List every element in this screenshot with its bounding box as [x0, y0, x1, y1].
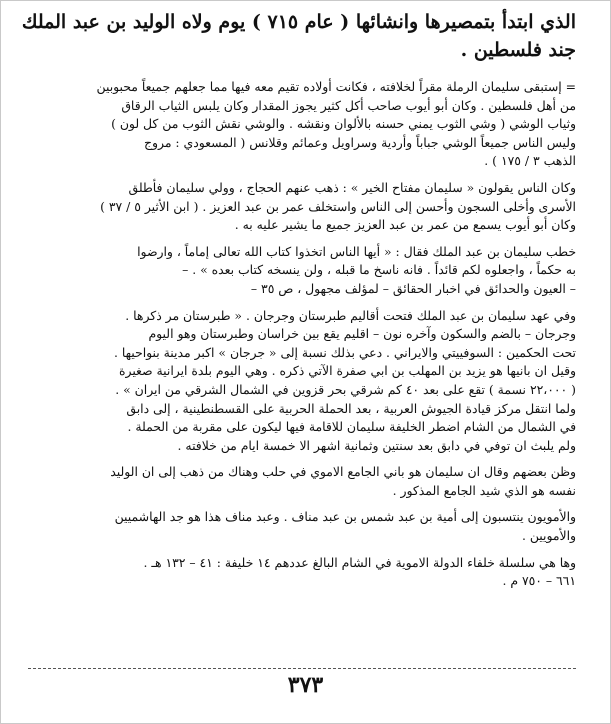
text-line: وفي عهد سليمان بن عبد الملك فتحت أقاليم طبرستان وجرجان . « طبرستان مر ذكرها .: [125, 307, 576, 323]
text-line: ٦٦١ – ٧٥٠ م .: [502, 573, 576, 589]
heading-line: جند فلسطين .: [460, 39, 576, 61]
text-line: – العيون والحدائق في اخبار الحقائق – لمؤلف مجهول ، ص ٣٥ –: [250, 280, 576, 296]
paragraph-khutba: [28, 243, 576, 299]
text-line: الأسرى وأخلى السجون وأحسن إلى الناس واستخلف عمر بن عبد العزيز . ( ابن الأثير ٥ / ٣٧ ): [100, 198, 576, 214]
text-line: به حكماً ، واجعلوه لكم قائداً . فانه ناسخ ما قبله ، ولن ينسخه كتاب بعده » . –: [182, 262, 576, 278]
text-line: ولما انتقل مركز قيادة الجيوش العربية ، بعد الحملة الحربية على القسطنطينية ، إلى دابق: [126, 400, 576, 416]
text-line: وظن بعضهم وقال ان سليمان هو باني الجامع الاموي في حلب وهناك من ذهب إلى ان الوليد: [110, 464, 576, 480]
paragraph-rashid: [28, 78, 576, 171]
text-line: خطب سليمان بن عبد الملك فقال : « أيها الناس اتخذوا كتاب الله تعالى إماماً ، وارضوا: [137, 243, 576, 259]
text-line: وكان الناس يقولون « سليمان مفتاح الخير » : ذهب عنهم الحجاج ، وولي سليمان فأطلق: [128, 179, 576, 195]
paragraph-caliphs: [28, 554, 576, 591]
document-page: [21, 8, 576, 594]
text-line: والأمويين .: [521, 528, 576, 544]
text-line: ولم يلبث ان توفي في دابق بعد سنتين وثمانية اشهر الا خمسة ايام من خلافته .: [177, 437, 576, 453]
page-heading: [21, 8, 576, 64]
page-number: ٣٧٣: [287, 672, 324, 698]
text-line: نفسه هو الذي شيد الجامع المذكور .: [392, 482, 576, 498]
text-line: في الشمال من الشام اضطر الخليفة سليمان للاقامة فيها ليكون على مقربة من الحملة .: [127, 419, 576, 435]
text-line: وكان أبو أيوب يسمع من عمر بن عبد العزيز جميع ما يشير عليه به .: [234, 217, 576, 233]
text-line: تحت الحكمين : السوفييتي والايراني . دعي بذلك نسبة إلى « جرجان » اكبر مدينة بنواحيها .: [113, 344, 576, 360]
text-line: ( ٢٢،٠٠٠ نسمة ) تقع على بعد ٤٠ كم شرقي بحر قزوين في الشمال الشرقي من ايران » .: [115, 381, 576, 397]
text-line: وقيل ان بانيها هو يزيد بن المهلب بن ابي صفرة الآتي ذكره . وهي اليوم بلدة ايرانية صغيرة: [118, 363, 576, 379]
text-line: وليس الناس جميعاً الوشي جباباً وأردية وسراويل وعمائم وقلانس ( المسعودي : مروج: [144, 134, 576, 150]
paragraph-umayyads: [28, 508, 576, 545]
footer-divider: [28, 668, 576, 670]
text-line: وثياب الوشي ( وشي الثوب يمني حسنه بالألوان ونقشه . والوشي نقش الثوب من كل لون ): [111, 116, 576, 132]
text-line: = إستبقى سليمان الرملة مقراً لخلافته ، فكانت أولاده تقيم معه فيها مما جعلهم جميعاً محبوبين: [96, 79, 576, 94]
paragraph-mosque: [28, 463, 576, 500]
text-line: من أهل فلسطين . وكان أبو أيوب صاحب أكل كثير يجوز المقدار وكان يلبس الثياب الرقاق: [121, 97, 576, 113]
text-line: وجرجان – بالضم والسكون وآخره نون – اقليم يقع بين خراسان وطبرستان وهو اليوم: [148, 326, 576, 342]
text-line: وها هي سلسلة خلفاء الدولة الاموية في الشام البالغ عددهم ١٤ خليفة : ٤١ – ١٣٢ هـ .: [143, 554, 576, 570]
text-line: الذهب ٣ / ١٧٥ ) .: [484, 153, 576, 169]
paragraph-miftah: [28, 179, 576, 235]
text-line: والأمويون ينتسبون إلى أمية بن عبد شمس بن عبد مناف . وعبد مناف هذا هو جد الهاشميين: [114, 509, 576, 525]
paragraph-conquests: [28, 307, 576, 456]
heading-line: الذي ابتدأ بتمصيرها وانشائها ( عام ٧١٥ ) يوم ولاه الوليد بن عبد الملك: [21, 11, 576, 33]
